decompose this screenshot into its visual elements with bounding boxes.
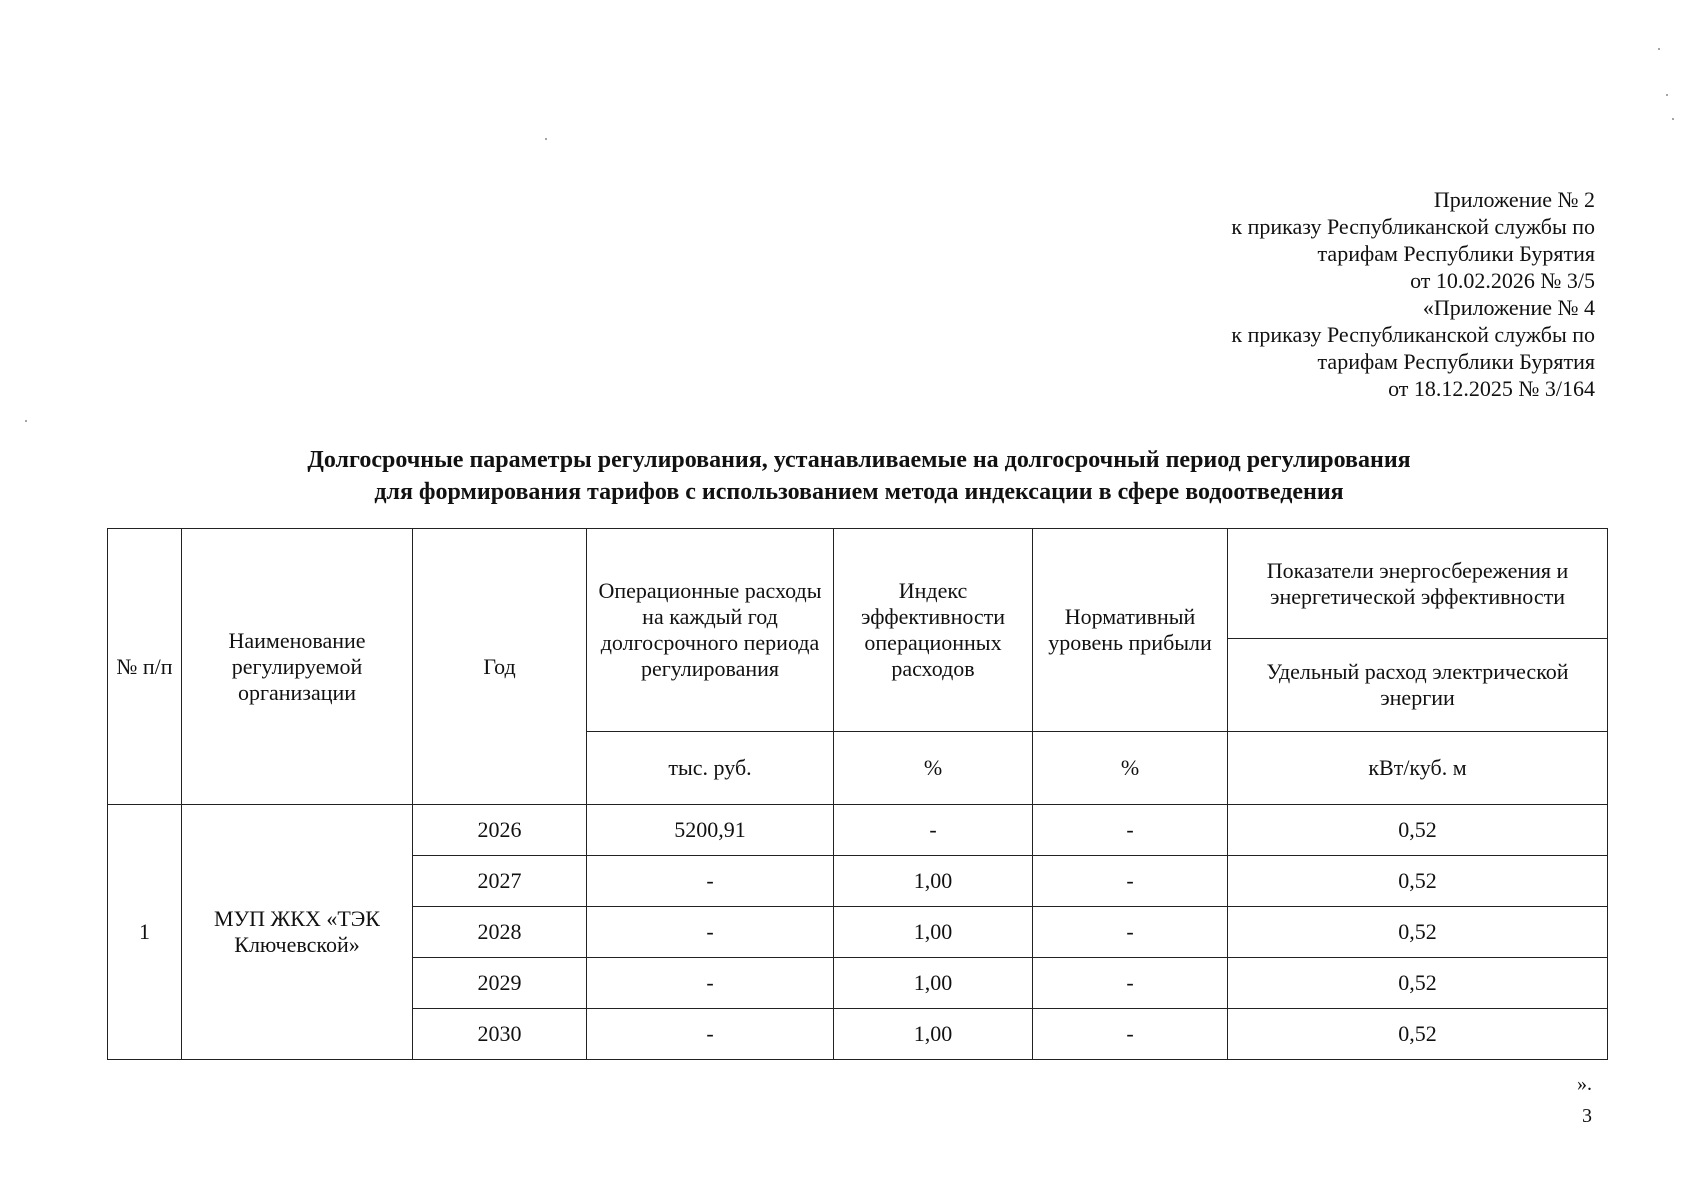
scan-speck [1666, 94, 1668, 96]
cell-energy: 0,52 [1228, 907, 1608, 958]
header-year: Год [413, 529, 587, 805]
header-line: от 10.02.2026 № 3/5 [1410, 268, 1595, 293]
header-line: от 18.12.2025 № 3/164 [1388, 376, 1595, 401]
cell-profit: - [1033, 856, 1228, 907]
cell-profit: - [1033, 907, 1228, 958]
header-profit-level: Нормативный уровень прибыли [1033, 529, 1228, 732]
cell-efficiency: 1,00 [834, 1009, 1033, 1060]
cell-efficiency: - [834, 805, 1033, 856]
cell-opex: 5200,91 [587, 805, 834, 856]
organization-name: МУП ЖКХ «ТЭК Ключевской» [182, 805, 413, 1060]
page-number: 3 [1582, 1105, 1592, 1127]
title-line-1: Долгосрочные параметры регулирования, устанавливаемые на долгосрочный период регулирования [307, 447, 1411, 473]
cell-efficiency: 1,00 [834, 856, 1033, 907]
header-organization: Наименование регулируемой организации [182, 529, 413, 805]
header-line: тарифам Республики Бурятия [1317, 241, 1595, 266]
cell-profit: - [1033, 1009, 1228, 1060]
header-line: тарифам Республики Бурятия [1317, 349, 1595, 374]
header-line: к приказу Республиканской службы по [1231, 214, 1595, 239]
cell-efficiency: 1,00 [834, 907, 1033, 958]
cell-year: 2026 [413, 805, 587, 856]
header-line: «Приложение № 4 [1422, 295, 1595, 320]
parameters-table [107, 528, 1608, 1060]
header-line: к приказу Республиканской службы по [1231, 322, 1595, 347]
unit-efficiency: % [834, 732, 1033, 805]
scan-speck [1672, 118, 1674, 120]
cell-profit: - [1033, 805, 1228, 856]
scan-speck [25, 420, 27, 422]
table-row [108, 805, 1608, 856]
cell-energy: 0,52 [1228, 805, 1608, 856]
unit-profit: % [1033, 732, 1228, 805]
header-efficiency-index: Индекс эффективности операционных расходов [834, 529, 1033, 732]
document-title [0, 444, 1698, 508]
cell-energy: 0,52 [1228, 1009, 1608, 1060]
header-num: № п/п [108, 529, 182, 805]
cell-year: 2027 [413, 856, 587, 907]
cell-opex: - [587, 907, 834, 958]
unit-opex: тыс. руб. [587, 732, 834, 805]
header-energy-consumption: Удельный расход электрической энергии [1228, 639, 1608, 732]
cell-year: 2030 [413, 1009, 587, 1060]
scan-speck [545, 138, 547, 140]
cell-profit: - [1033, 958, 1228, 1009]
cell-energy: 0,52 [1228, 856, 1608, 907]
row-number: 1 [108, 805, 182, 1060]
appendix-header [1231, 186, 1595, 402]
cell-year: 2028 [413, 907, 587, 958]
header-energy-group: Показатели энергосбережения и энергетической эффективности [1228, 529, 1608, 639]
header-opex: Операционные расходы на каждый год долгосрочного периода регулирования [587, 529, 834, 732]
cell-opex: - [587, 856, 834, 907]
scan-speck [1658, 48, 1660, 50]
cell-efficiency: 1,00 [834, 958, 1033, 1009]
cell-opex: - [587, 1009, 834, 1060]
unit-energy: кВт/куб. м [1228, 732, 1608, 805]
cell-energy: 0,52 [1228, 958, 1608, 1009]
closing-quote: ». [1577, 1073, 1592, 1095]
cell-year: 2029 [413, 958, 587, 1009]
cell-opex: - [587, 958, 834, 1009]
title-line-2: для формирования тарифов с использованием метода индексации в сфере водоотведения [374, 479, 1344, 505]
header-line: Приложение № 2 [1433, 187, 1595, 212]
